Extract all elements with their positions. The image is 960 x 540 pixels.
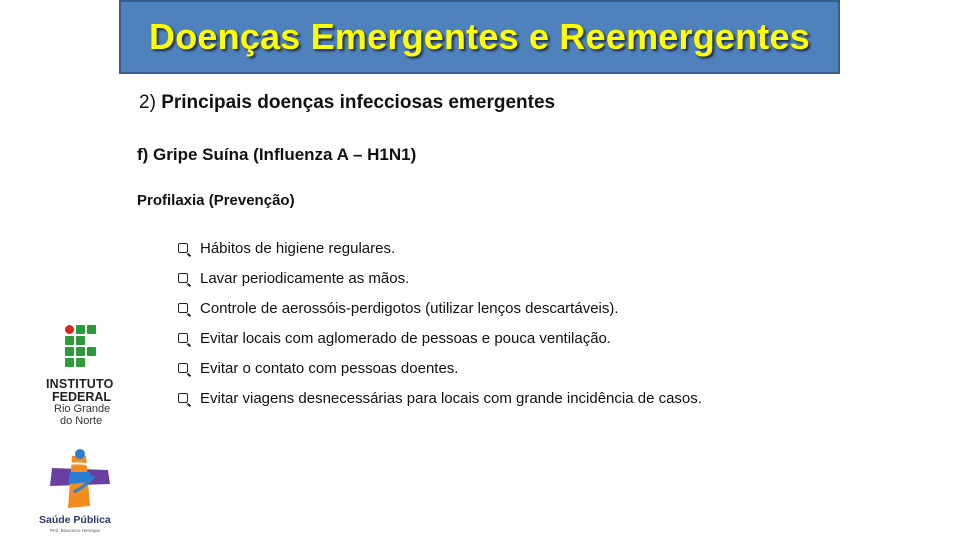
- health-cross-icon: [34, 448, 126, 512]
- checkbox-bullet-icon: [178, 363, 188, 373]
- list-item: Evitar o contato com pessoas doentes.: [178, 353, 702, 383]
- ifrn-line4: do Norte: [60, 415, 103, 427]
- checkbox-bullet-icon: [178, 273, 188, 283]
- ifrn-line2: FEDERAL: [52, 390, 112, 404]
- list-item: Controle de aerossóis-perdigotos (utilizar lenços descartáveis).: [178, 293, 702, 323]
- ifrn-line3: Rio Grande: [54, 403, 111, 415]
- saude-label: Saúde Pública: [39, 514, 111, 526]
- item-title: f) Gripe Suína (Influenza A – H1N1): [137, 145, 417, 164]
- ifrn-line1: INSTITUTO: [46, 377, 114, 391]
- checkbox-bullet-icon: [178, 243, 188, 253]
- bullet-list: [178, 233, 702, 413]
- subtitle-number: 2): [139, 92, 156, 113]
- checkbox-bullet-icon: [178, 333, 188, 343]
- subtitle-text: Principais doenças infecciosas emergentes: [161, 92, 556, 113]
- list-item: Evitar locais com aglomerado de pessoas e pouca ventilação.: [178, 323, 702, 353]
- ifrn-logo: [40, 325, 130, 430]
- slide-title: Doenças Emergentes e Reemergentes: [149, 16, 810, 57]
- checkbox-bullet-icon: [178, 393, 188, 403]
- checkbox-bullet-icon: [178, 303, 188, 313]
- section-label: Profilaxia (Prevenção): [137, 192, 295, 209]
- saude-publica-logo: [34, 448, 126, 538]
- title-banner: [119, 0, 840, 74]
- list-item: Evitar viagens desnecessárias para locais com grande incidência de casos.: [178, 383, 702, 413]
- slide-subtitle: [139, 92, 555, 114]
- list-item: Lavar periodicamente as mãos.: [178, 263, 702, 293]
- list-item: Hábitos de higiene regulares.: [178, 233, 702, 263]
- saude-sub: Prof. Bioscomo Henrique: [50, 528, 101, 533]
